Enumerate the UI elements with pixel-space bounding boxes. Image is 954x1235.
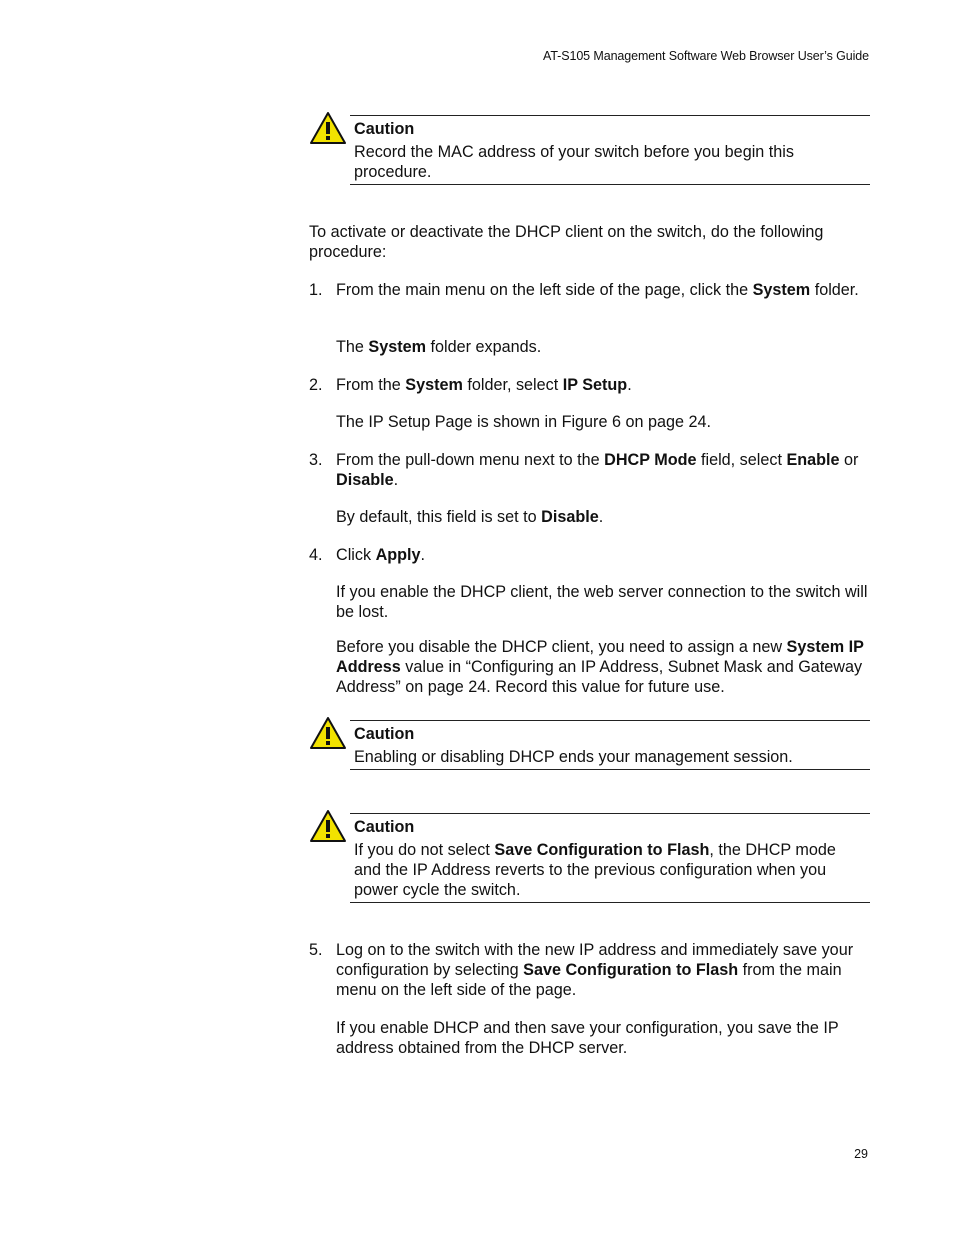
step-4 xyxy=(309,545,870,565)
warning-icon xyxy=(309,809,347,843)
running-header: AT-S105 Management Software Web Browser User’s Guide xyxy=(543,49,869,63)
step-4-note-2: Before you disable the DHCP client, you need to assign a new System IP Address value in “Configuring an IP Address, Subnet Mask and Gateway Address” on page 24. Record this value for future use. xyxy=(336,638,864,696)
step-text: Log on to the switch with the new IP address and immediately save your configuration by selecting Save Configuration to Flash from the main menu on the left side of the page. xyxy=(336,941,854,999)
caution-title: Caution xyxy=(354,818,415,836)
caution-box xyxy=(350,115,870,185)
step-text: From the pull-down menu next to the DHCP Mode field, select Enable or Disable. xyxy=(336,451,859,489)
step-text: Click Apply. xyxy=(336,546,426,564)
step-1 xyxy=(309,280,870,300)
step-text: From the System folder, select IP Setup. xyxy=(336,376,632,394)
caution-text: If you do not select Save Configuration to Flash, the DHCP mode and the IP Address reverts to the previous configuration when you power cycle the switch. xyxy=(354,841,836,899)
step-3-note: By default, this field is set to Disable. xyxy=(336,508,604,526)
step-1-note: The System folder expands. xyxy=(336,338,542,356)
step-2 xyxy=(309,375,870,395)
step-number: 5. xyxy=(309,941,323,959)
step-number: 4. xyxy=(309,546,323,564)
step-5-note: If you enable DHCP and then save your configuration, you save the IP address obtained from the DHCP server. xyxy=(336,1019,839,1057)
caution-text: Record the MAC address of your switch before you begin this procedure. xyxy=(354,143,794,181)
caution-title: Caution xyxy=(354,725,415,743)
caution-box xyxy=(350,720,870,770)
page-number: 29 xyxy=(854,1147,868,1161)
caution-text: Enabling or disabling DHCP ends your management session. xyxy=(354,748,793,766)
warning-icon xyxy=(309,716,347,750)
step-4-note-1: If you enable the DHCP client, the web server connection to the switch will be lost. xyxy=(336,583,868,621)
step-3 xyxy=(309,450,870,490)
step-number: 3. xyxy=(309,451,323,469)
step-2-note: The IP Setup Page is shown in Figure 6 on page 24. xyxy=(336,413,711,431)
step-number: 1. xyxy=(309,281,323,299)
caution-title: Caution xyxy=(354,120,415,138)
step-text: From the main menu on the left side of the page, click the System folder. xyxy=(336,281,859,299)
intro-paragraph: To activate or deactivate the DHCP client on the switch, do the following procedure: xyxy=(309,223,824,261)
step-number: 2. xyxy=(309,376,323,394)
step-5 xyxy=(309,940,870,1000)
warning-icon xyxy=(309,111,347,145)
caution-box xyxy=(350,813,870,903)
